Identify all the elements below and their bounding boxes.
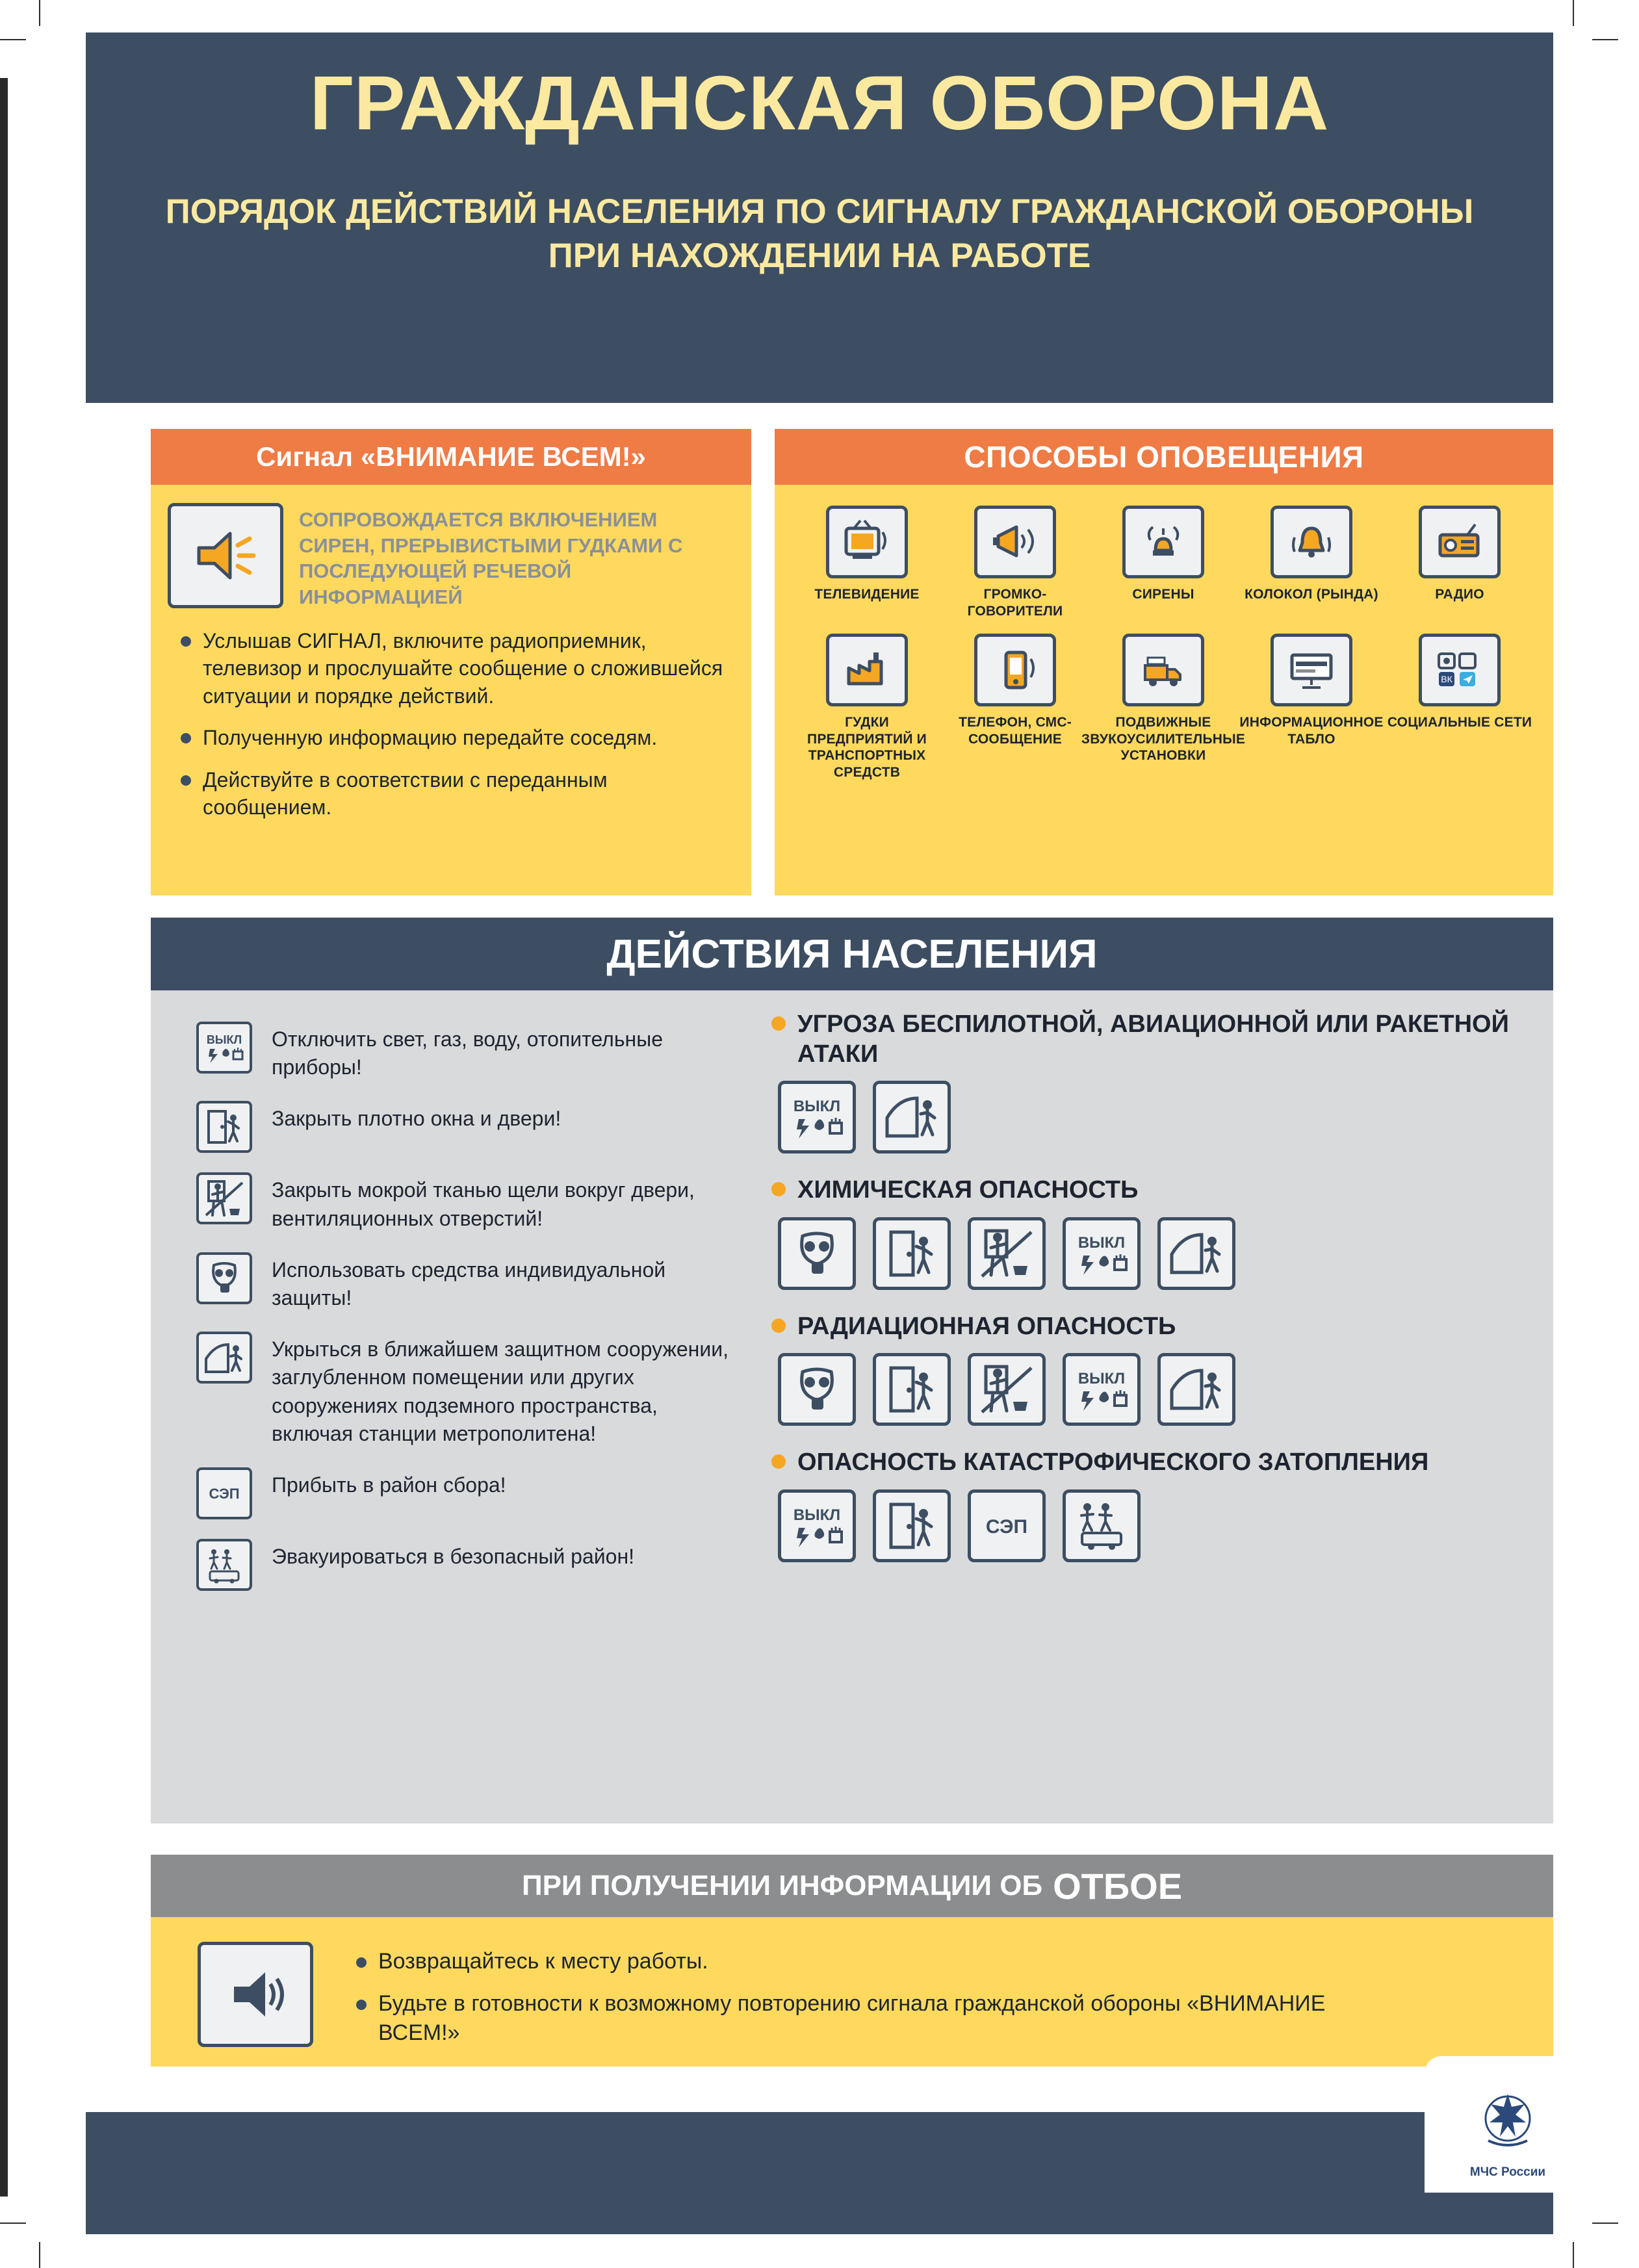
crop-mark (0, 2223, 26, 2224)
notify-item-info-board (1237, 634, 1386, 780)
notify-label: СИРЕНЫ (1132, 587, 1194, 602)
action-row-close-windows (196, 1101, 736, 1153)
action-row-gas-mask (196, 1252, 736, 1312)
emercom-logo (1439, 2077, 1577, 2187)
bullet-dot-icon (771, 1182, 786, 1196)
hazard-icons (778, 1217, 1551, 1290)
hazard-title-row (771, 1312, 1551, 1342)
assembly-point-icon (968, 1489, 1046, 1562)
sound-truck-icon (1122, 634, 1204, 706)
svg-text:ВЫКЛ: ВЫКЛ (1078, 1370, 1126, 1388)
bullet-dot-icon (771, 1454, 786, 1469)
crop-mark (1592, 2223, 1618, 2224)
crop-mark (1573, 2242, 1574, 2268)
signal-note: СОПРОВОЖДАЕТСЯ ВКЛЮЧЕНИЕМ СИРЕН, ПРЕРЫВИСТЫМИ ГУДКАМИ С ПОСЛЕДУЮЩЕЙ РЕЧЕВОЙ ИНФОРМАЦИЕЙ (299, 508, 683, 609)
notify-label: ИНФОРМАЦИОННОЕ ТАБЛО (1239, 715, 1384, 747)
tv-icon (826, 506, 908, 578)
crop-mark (1592, 39, 1618, 40)
factory-horn-icon (826, 634, 908, 706)
action-row-shelter (196, 1332, 736, 1448)
notify-label: ПОДВИЖНЫЕ ЗВУКОУСИЛИТЕЛЬНЫЕ УСТАНОВКИ (1081, 715, 1246, 764)
shelter-icon (196, 1332, 252, 1384)
bell-icon (1271, 506, 1352, 578)
gas-mask-icon (778, 1353, 856, 1426)
list-item: Полученную информацию передайте соседям. (177, 724, 729, 752)
hazard-title: ОПАСНОСТЬ КАТАСТРОФИЧЕСКОГО ЗАТОПЛЕНИЯ (797, 1449, 1429, 1476)
svg-text:СЭП: СЭП (985, 1515, 1028, 1538)
action-text: Использовать средства индивидуальной защиты! (272, 1257, 666, 1309)
action-text: Прибыть в район сбора! (272, 1473, 506, 1497)
hazard-icons (778, 1081, 1551, 1153)
close-windows-doors-icon (873, 1353, 951, 1426)
notify-item-sirens (1089, 506, 1237, 619)
shelter-icon (873, 1081, 951, 1153)
emercom-emblem-icon (1469, 2085, 1547, 2161)
poster-footer (86, 2112, 1553, 2234)
notify-item-radio (1386, 506, 1534, 619)
notification-methods-title: СПОСОБЫ ОПОВЕЩЕНИЯ (775, 429, 1553, 485)
close-windows-doors-icon (873, 1489, 951, 1562)
actions-section-title: ДЕЙСТВИЯ НАСЕЛЕНИЯ (151, 918, 1553, 990)
notify-label: РАДИО (1435, 587, 1484, 602)
actions-left-list (196, 1022, 736, 1610)
all-clear-title-prefix: ПРИ ПОЛУЧЕНИИ ИНФОРМАЦИИ ОБ (521, 1870, 1043, 1901)
assembly-point-icon (196, 1467, 252, 1519)
hazard-drone-air-missile (771, 1010, 1551, 1153)
hazard-radiation (771, 1312, 1551, 1426)
page-title: ГРАЖДАНСКАЯ ОБОРОНА (309, 60, 1330, 146)
list-item: Будьте в готовности к возможному повторению сигнала гражданской обороны «ВНИМАНИЕ ВСЕМ!» (352, 1989, 1327, 2048)
seal-gaps-icon (196, 1172, 252, 1224)
action-row-power-off (196, 1022, 736, 1081)
notify-item-social (1386, 634, 1534, 780)
shelter-icon (1157, 1217, 1235, 1290)
notify-item-sound-truck (1081, 634, 1246, 780)
svg-text:ВЫКЛ: ВЫКЛ (793, 1506, 841, 1524)
crop-mark (1573, 0, 1574, 26)
hazard-title: РАДИАЦИОННАЯ ОПАСНОСТЬ (797, 1312, 1176, 1340)
action-row-seal-gaps (196, 1172, 736, 1232)
crop-mark (39, 0, 40, 26)
list-item: Действуйте в соответствии с переданным сообщением. (177, 766, 729, 821)
notify-label: ТЕЛЕФОН, СМС-СООБЩЕНИЕ (959, 715, 1072, 747)
loudspeaker-icon (168, 503, 283, 608)
svg-text:ВК: ВК (1441, 674, 1452, 685)
crop-mark (39, 2242, 40, 2268)
hazard-title-row (771, 1176, 1551, 1205)
seal-gaps-icon (968, 1217, 1046, 1290)
notify-item-factory-horn (793, 634, 941, 780)
notify-item-loudspeakers (941, 506, 1089, 619)
notification-methods-panel (775, 429, 1553, 896)
signal-instructions-list (177, 627, 729, 821)
info-board-icon (1271, 634, 1352, 706)
action-text: Укрыться в ближайшем защитном сооружении, заглубленном помещении или других сооружениях подземного пространства, включая станции метрополитена! (272, 1337, 729, 1445)
hazard-title: УГРОЗА БЕСПИЛОТНОЙ, АВИАЦИОННОЙ ИЛИ РАКЕТНОЙ АТАКИ (797, 1011, 1509, 1068)
notify-label: ТЕЛЕВИДЕНИЕ (814, 587, 920, 602)
logo-caption: МЧС России (1469, 2165, 1546, 2179)
signal-note-row (151, 485, 751, 610)
hazard-title-row (771, 1448, 1551, 1478)
action-text: Закрыть плотно окна и двери! (272, 1107, 561, 1131)
evacuation-bus-icon (196, 1539, 252, 1591)
power-off-icon (778, 1489, 856, 1562)
evacuation-bus-icon (1063, 1489, 1141, 1562)
bullet-dot-icon (771, 1319, 786, 1333)
svg-text:ВЫКЛ: ВЫКЛ (206, 1033, 242, 1046)
notify-label: ГРОМКО-ГОВОРИТЕЛИ (967, 587, 1063, 619)
hazard-title-row (771, 1010, 1551, 1069)
notify-label: ГУДКИ ПРЕДПРИЯТИЙ И ТРАНСПОРТНЫХ СРЕДСТВ (807, 715, 927, 780)
loudspeaker-icon (974, 506, 1056, 578)
siren-icon (1122, 506, 1204, 578)
notification-methods-grid (775, 485, 1553, 795)
bullet-dot-icon (771, 1016, 786, 1031)
radio-icon (1419, 506, 1501, 578)
power-off-icon (778, 1081, 856, 1153)
poster-sheet (60, 29, 1579, 2238)
list-item: Возвращайтесь к месту работы. (352, 1947, 1327, 1976)
action-text: Закрыть мокрой тканью щели вокруг двери, вентиляционных отверстий! (272, 1178, 695, 1230)
action-text: Отключить свет, газ, воду, отопительные приборы! (272, 1027, 663, 1079)
all-clear-list (352, 1947, 1327, 2061)
hazard-icons (778, 1489, 1551, 1562)
signal-panel (151, 429, 751, 896)
hazard-icons (778, 1353, 1551, 1426)
poster-header (86, 32, 1553, 403)
power-off-icon (1063, 1217, 1141, 1290)
power-off-icon (1063, 1353, 1141, 1426)
notify-item-bell (1237, 506, 1386, 619)
notify-item-tv (793, 506, 941, 619)
crop-mark (0, 39, 26, 40)
action-row-assembly-point (196, 1467, 736, 1519)
gas-mask-icon (778, 1217, 856, 1290)
hazard-chemical (771, 1176, 1551, 1290)
action-row-evacuation (196, 1539, 736, 1591)
all-clear-section-title (151, 1855, 1553, 1917)
hazard-title: ХИМИЧЕСКАЯ ОПАСНОСТЬ (797, 1176, 1139, 1204)
page-subtitle: ПОРЯДОК ДЕЙСТВИЙ НАСЕЛЕНИЯ ПО СИГНАЛУ ГРАЖДАНСКОЙ ОБОРОНЫ ПРИ НАХОЖДЕНИИ НА РАБОТЕ (165, 192, 1474, 275)
close-windows-doors-icon (873, 1217, 951, 1290)
svg-text:СЭП: СЭП (209, 1485, 240, 1502)
notify-label: КОЛОКОЛ (РЫНДА) (1245, 587, 1378, 602)
social-networks-icon (1419, 634, 1501, 706)
list-item: Услышав СИГНАЛ, включите радиоприемник, телевизор и прослушайте сообщение о сложившейся ситуации и порядке действий. (177, 627, 729, 710)
close-windows-doors-icon (196, 1101, 252, 1153)
power-off-icon (196, 1022, 252, 1074)
shelter-icon (1157, 1353, 1235, 1426)
crop-mark (0, 78, 8, 2197)
svg-text:ВЫКЛ: ВЫКЛ (793, 1098, 841, 1116)
notify-label: СОЦИАЛЬНЫЕ СЕТИ (1387, 715, 1532, 730)
gas-mask-icon (196, 1252, 252, 1304)
loudspeaker-icon (198, 1942, 313, 2047)
mobile-phone-icon (974, 634, 1056, 706)
hazard-catastrophic-flooding (771, 1448, 1551, 1562)
signal-panel-title: Сигнал «ВНИМАНИЕ ВСЕМ!» (151, 429, 751, 485)
svg-text:ВЫКЛ: ВЫКЛ (1078, 1233, 1126, 1252)
all-clear-title-strong: ОТБОЕ (1053, 1865, 1183, 1907)
hazards-column (771, 1010, 1551, 1584)
seal-gaps-icon (968, 1353, 1046, 1426)
action-text: Эвакуироваться в безопасный район! (272, 1544, 634, 1568)
notify-item-phone (941, 634, 1089, 780)
